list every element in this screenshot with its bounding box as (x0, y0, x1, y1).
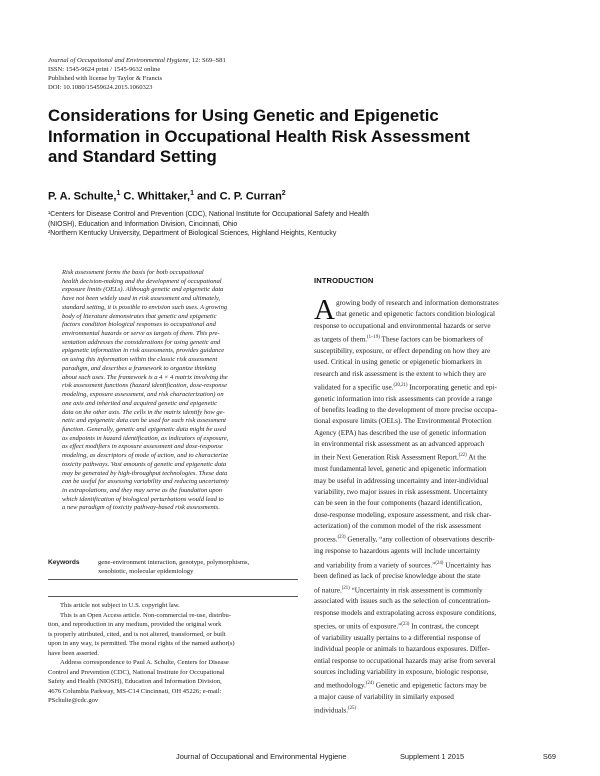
note-line: Safety and Health (NIOSH), Education and Information Division, (48, 678, 222, 685)
intro-line (314, 619, 558, 633)
abstract-line: toxicity pathways. Vast amounts of genetic and epigenetic data (62, 460, 227, 468)
keywords-line: gene-environment interaction, genotype, polymorphisms, (98, 559, 250, 566)
abstract-line: may be generated by high-throughput technologies. These data (62, 469, 228, 477)
author-affiliation-marker: 1 (190, 190, 194, 197)
intro-text: in their Next Generation Risk Assessment Report. (314, 453, 459, 462)
note-line: 4676 Columbia Parkway, MS-C14 Cincinnati, OH 45226; e-mail: (48, 687, 222, 695)
affiliation-line: ¹Centers for Disease Control and Prevention (CDC), National Institute for Occupational Safety and Health (48, 211, 369, 218)
citation-marker: (24) (365, 681, 374, 687)
journal-volume-pages: , 12: S69–S81 (188, 57, 226, 64)
intro-line (314, 667, 558, 678)
intro-line (314, 558, 558, 572)
keywords-divider-bottom (48, 596, 298, 597)
author-affiliation-marker: 1 (116, 190, 121, 197)
intro-line (314, 510, 558, 521)
intro-text: research and risk assessment is the extent to which they are (314, 369, 486, 378)
citation-marker: (24) (435, 560, 444, 566)
citation-marker: (23) (401, 622, 410, 628)
intro-text: response models and extrapolating across exposure conditions, (314, 608, 497, 617)
abstract-line: which identification of biological perturbations would lead to (62, 495, 224, 503)
citation-marker: (20,21) (393, 382, 408, 388)
intro-text: acterization) of the common model of the risk assessment (314, 522, 482, 531)
intro-text: in environmental risk assessment as an advanced approach (314, 440, 485, 449)
note-line: This article not subject to U.S. copyright law. (60, 602, 180, 609)
intro-text: Uncertainty has (443, 560, 491, 569)
section-heading-introduction: INTRODUCTION (314, 276, 374, 285)
intro-line (314, 678, 558, 692)
intro-text: been defined as lack of precise knowledge about the state (314, 572, 481, 581)
keywords-line: xenobiotic, molecular epidemiology (98, 568, 194, 575)
intro-text: a major cause of variability in similarly exposed (314, 693, 454, 702)
intro-text: Generally, “any collection of observations describ- (345, 535, 495, 544)
intro-text: genetic information into risk assessments can provide a range (314, 394, 493, 403)
author-list (48, 190, 286, 203)
paper-title-line: Considerations for Using Genetic and Epigenetic (48, 106, 439, 125)
abstract-line: can be useful for assessing variability and reducing uncertainty (62, 478, 229, 486)
intro-line (314, 450, 558, 464)
intro-line (314, 405, 558, 416)
author-affiliation-marker: 2 (281, 190, 286, 197)
abstract-line: health decision-making and the development of occupational (62, 277, 222, 285)
abstract-line: modeling, exposure assessment, and risk characterization) on (62, 391, 224, 399)
author-name: and C. P. Curran (193, 190, 282, 203)
abstract-line: in extrapolations, and they may serve as the foundation upon (62, 486, 223, 494)
intro-text: validated for a specific use. (314, 383, 394, 392)
citation-marker: (23) (337, 535, 346, 541)
intro-text: of variability usually pertains to a differential response of (314, 633, 481, 642)
abstract-line: netic and epigenetic data can be used for each risk assessment (62, 417, 226, 425)
abstract-line: have not been widely used in risk assessment and ultimately, (62, 295, 221, 303)
page-footer (48, 752, 556, 764)
affiliation-line: ²Northern Kentucky University, Department of Biological Sciences, Highland Heights, Kentucky (48, 230, 337, 238)
intro-line (314, 692, 558, 703)
journal-license: Published with license by Taylor & Francis (48, 75, 163, 83)
intro-line (314, 487, 558, 498)
intro-text: Agency (EPA) has described the use of genetic information (314, 428, 487, 437)
note-line: PSchulte@cdc.gov (48, 697, 99, 704)
paper-title (48, 106, 548, 168)
intro-text: response to occupational and environmental hazards or serve (314, 321, 491, 330)
intro-text: can be seen in the four components (hazard identification, (314, 499, 483, 508)
intro-line (314, 357, 558, 368)
note-line: Control and Prevention (CDC), National Institute for Occupational (48, 668, 225, 676)
keywords-divider-top (48, 579, 298, 580)
intro-text: In contrast, the concept (409, 622, 479, 631)
journal-doi: DOI: 10.1080/15459624.2015.1060323 (48, 84, 153, 92)
intro-line (314, 298, 558, 309)
intro-text: variability, two major issues in risk assessment. Uncertainty (314, 487, 488, 496)
footer-supplement: Supplement 1 2015 (400, 752, 465, 761)
author-name: C. Whittaker, (120, 190, 191, 203)
affiliation-line: (NIOSH), Education and Information Division, Cincinnati, Ohio (48, 220, 238, 228)
intro-text: associated with issues such as the selection of concentration- (314, 597, 491, 606)
abstract-line: exposure limits (OELs). Although genetic and epigenetic data (62, 286, 224, 294)
abstract (62, 269, 290, 513)
note-line: tion, and reproduction in any medium, provided the original work (48, 621, 222, 628)
intro-text: ential response to occupational hazards may arise from several (314, 656, 496, 665)
intro-line (314, 346, 558, 357)
intro-text: that genetic and epigenetic factors condition biological (336, 310, 496, 319)
intro-text: most fundamental level, genetic and epigenetic information (314, 465, 487, 474)
intro-text: process. (314, 535, 338, 544)
intro-text: Genetic and epigenetic factors may be (373, 681, 487, 690)
intro-line (314, 332, 558, 346)
intro-text: susceptibility, exposure, or effect depending on how they are (314, 346, 491, 355)
citation-marker: (25) (348, 706, 357, 712)
intro-line (314, 498, 558, 509)
intro-text: ing response to hazardous agents will include uncertainty (314, 547, 481, 556)
intro-text: growing body of research and information demonstrates (336, 299, 499, 307)
keywords-value (98, 558, 298, 576)
note-line: This is an Open Access article. Non-commercial re-use, distribu- (60, 611, 232, 619)
intro-text: of benefits leading to the development of more precise occupa- (314, 406, 497, 415)
intro-text: and methodology. (314, 681, 366, 690)
abstract-line: sentation addresses the considerations for using genetic and (62, 338, 221, 346)
abstract-line: as effect modifiers in exposure assessment and dose-response (62, 443, 223, 451)
abstract-line: data on the other axis. The cells in the matrix identify how ge- (62, 408, 225, 416)
article-notes (48, 601, 298, 706)
intro-text: individuals. (314, 706, 349, 715)
paper-title-line: Information in Occupational Health Risk Assessment (48, 126, 470, 146)
abstract-line: epigenetic information in risk assessments, provides guidance (62, 347, 225, 355)
intro-line (314, 380, 558, 394)
abstract-line: Risk assessment forms the basis for both occupational (62, 269, 204, 276)
affiliations (48, 210, 568, 239)
drop-cap: A (314, 294, 335, 326)
intro-line (314, 532, 558, 546)
journal-info (48, 56, 348, 92)
intro-line (314, 416, 558, 427)
intro-text: individual people or animals to hazardous exposures. Differ- (314, 645, 490, 654)
abstract-line: function. Generally, genetic and epigenetic data might be used (62, 425, 226, 433)
intro-text: Incorporating genetic and epi- (407, 383, 497, 392)
intro-line (314, 703, 558, 717)
intro-line (314, 608, 558, 619)
abstract-line: about such uses. The framework is a 4 × 4 matrix involving the (62, 373, 228, 381)
intro-text: At the (466, 453, 487, 462)
intro-line (314, 644, 558, 655)
journal-citation (48, 56, 348, 65)
journal-issn: ISSN: 1545-9624 print / 1545-9632 online (48, 66, 161, 74)
abstract-line: one axis and inherited and acquired genetic and epigenetic (62, 399, 218, 407)
intro-line (314, 476, 558, 487)
page-number: S69 (542, 752, 556, 761)
intro-text: of nature. (314, 586, 342, 595)
intro-text: These factors can be biomarkers of (379, 335, 484, 344)
paper-title-line: and Standard Setting (48, 147, 217, 166)
note-line: have been asserted. (48, 649, 100, 657)
intro-text: species, or units of exposure.” (314, 622, 402, 631)
abstract-line: modeling, as descriptors of mode of action, and to characterize (62, 452, 229, 460)
intro-line (314, 369, 558, 380)
intro-line (314, 596, 558, 607)
abstract-line: risk assessment functions (hazard identification, dose-response (62, 382, 227, 390)
abstract-line: on using this information within the classic risk assessment (62, 356, 218, 364)
author-name: P. A. Schulte, (48, 190, 117, 203)
intro-line (314, 583, 558, 597)
citation-marker: (22) (458, 453, 467, 459)
intro-text: used. Critical in using genetic or epigenetic biomarkers in (314, 358, 482, 367)
intro-line (314, 464, 558, 475)
intro-line (314, 439, 558, 450)
intro-line (314, 656, 558, 667)
note-line: upon in any way, is permitted. The moral rights of the named author(s) (48, 640, 235, 647)
intro-text: “Uncertainty in risk assessment is commonly (349, 586, 483, 595)
intro-line (314, 521, 558, 532)
abstract-line: body of literature demonstrates that genetic and epigenetic (62, 312, 217, 320)
intro-text: dose-response modeling, exposure assessment, and risk char- (314, 510, 492, 519)
note-line: Address correspondence to Paul A. Schulte, Centers for Disease (60, 659, 229, 666)
intro-line (314, 428, 558, 439)
intro-text: tional exposure limits (OELs). The Environmental Protection (314, 417, 492, 426)
introduction-body (314, 294, 558, 717)
keywords-label: Keywords (48, 559, 80, 566)
journal-name: Journal of Occupational and Environmental Hygiene (48, 57, 189, 64)
citation-marker: (1–19) (367, 335, 380, 341)
abstract-line: paradigm, and describes a framework to organize thinking (62, 364, 216, 372)
intro-text: and variability from a variety of sources.” (314, 560, 436, 569)
intro-line (314, 633, 558, 644)
abstract-line: factors condition biological responses to occupational and (62, 321, 216, 329)
note-line: is properly attributed, cited, and is not altered, transformed, or built (48, 630, 226, 638)
intro-text: as targets of them. (314, 335, 368, 344)
abstract-line: as endpoints in hazard identification, as indicators of exposure, (62, 434, 229, 442)
intro-line (314, 546, 558, 557)
citation-marker: (21) (341, 585, 350, 591)
footer-journal: Journal of Occupational and Environmental Hygiene (176, 752, 347, 761)
intro-line (314, 571, 558, 582)
abstract-line: environmental hazards or serve as targets of them. This pre- (62, 330, 220, 338)
intro-line (314, 321, 558, 332)
intro-line (314, 394, 558, 405)
intro-text: sources including variability in exposure, biologic response, (314, 667, 489, 676)
abstract-line: a new paradigm of toxicity pathway-based risk assessments. (62, 504, 220, 512)
abstract-line: standard setting, it is possible to envision such uses. A growing (62, 303, 228, 311)
intro-text: may be useful in addressing uncertainty and inter-individual (314, 476, 489, 485)
intro-line (314, 309, 558, 320)
